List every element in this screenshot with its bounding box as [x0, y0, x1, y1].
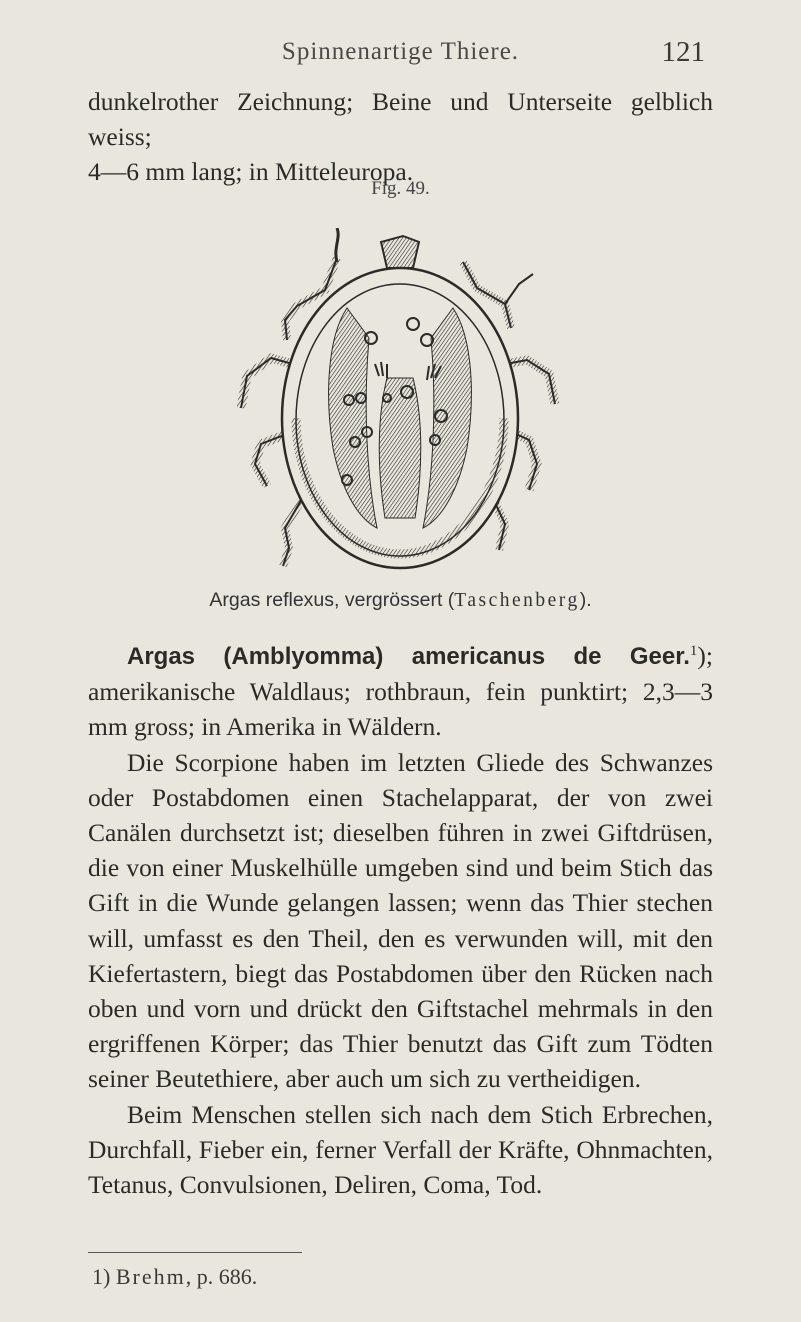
footnote-ref: 1 [689, 643, 698, 659]
continuation-line-1: dunkelrother Zeichnung; Beine und Unterseite gelblich weiss; [88, 87, 713, 152]
page-number: 121 [661, 36, 705, 68]
paragraph-scorpions: Die Scorpione haben im letzten Gliede des Schwanzes oder Postabdomen einen Stachelapparat, der von zwei Canälen durchsetzt ist; dieselben führen in zwei Giftdrüsen, die von einer Muskelhülle umgeben sind und beim Stich das Gift in die Wunde gelangen lassen; wenn das Thier stechen will, umfasst es den Theil, den es verwunden will, mit den Kiefertastern, biegt das Postabdomen über den Rücken nach oben und vorn und drückt den Giftstachel mehrmals in den ergriffenen Körper; das Thier benutzt das Gift zum Tödten seiner Beutethiere, aber auch um sich zu vertheidigen. [88, 747, 713, 1094]
caption-end: ). [579, 589, 592, 611]
figure-label: Fig. 49. [371, 178, 430, 199]
continuation-line-2: 4—6 mm lang; in Mitteleuropa. [88, 157, 414, 187]
species-entry: Argas (Amblyomma) americanus de Geer.$^1$); amerikanische Waldlaus; rothbraun, fein punktirt; 2,3—3 mm gross; in Amerika in Wäldern. [88, 641, 713, 742]
footnote-rule [88, 1252, 302, 1253]
tick-illustration [237, 228, 563, 580]
footnote-ref-text: , p. 686. [185, 1264, 258, 1289]
figure-caption [0, 589, 801, 612]
running-title: Spinnenartige Thiere. [281, 38, 520, 65]
continuation-text [88, 84, 713, 190]
species-description: ; amerikanische Waldlaus; rothbraun, fein punktirt; 2,3—3 mm gross; in Amerika in Wäldern. [88, 641, 713, 742]
species-name: Argas (Amblyomma) americanus de Geer. [127, 643, 690, 670]
running-head [0, 36, 801, 76]
paragraph-symptoms: Beim Menschen stellen sich nach dem Stich Erbrechen, Durchfall, Fieber ein, ferner Verfall der Kräfte, Ohnmachten, Tetanus, Convulsionen, Deliren, Coma, Tod. [88, 1099, 713, 1200]
footnote [92, 1264, 257, 1290]
body-text [88, 634, 713, 1202]
caption-author: Taschenberg [454, 590, 580, 611]
footnote-marker: 1) [92, 1264, 111, 1289]
caption-text: Argas reflexus, vergrössert ( [209, 589, 455, 611]
footnote-author: Brehm [115, 1264, 186, 1289]
